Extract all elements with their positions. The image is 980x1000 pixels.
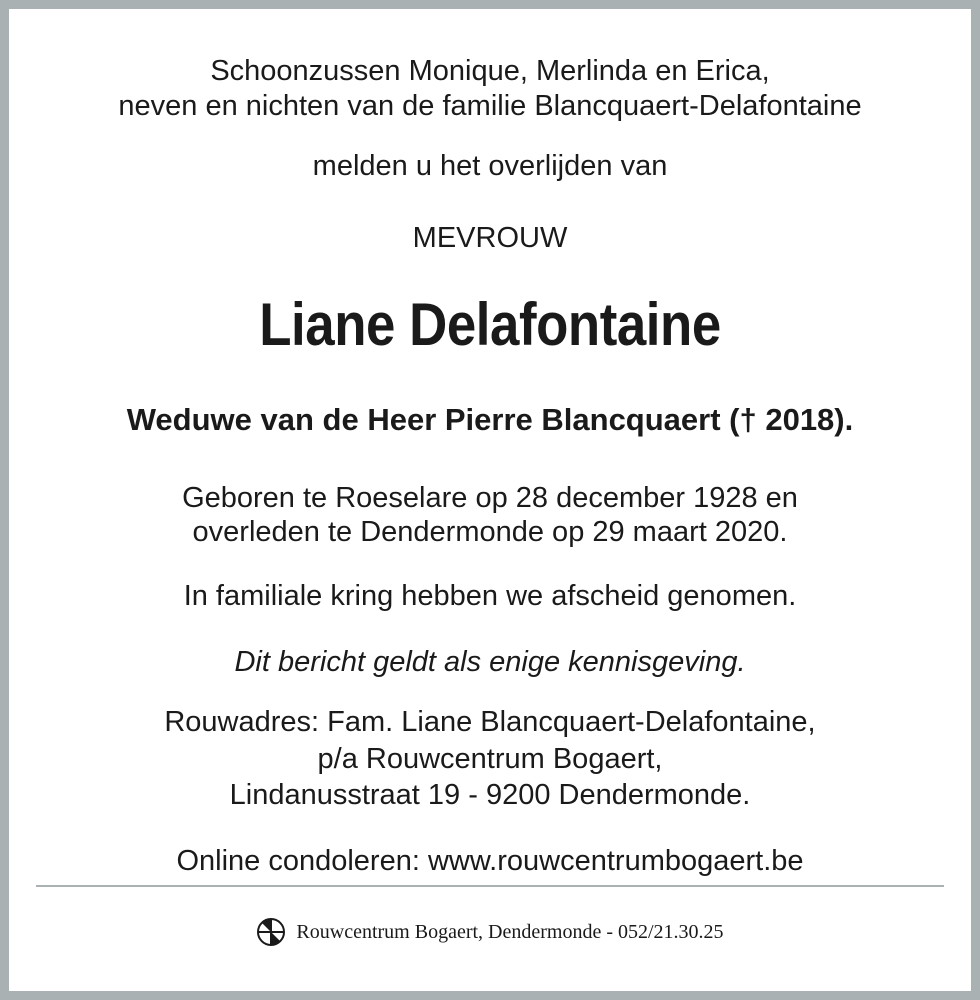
footer-text: Rouwcentrum Bogaert, Dendermonde - 052/21.30.25 bbox=[296, 920, 724, 943]
address-line-1: Rouwadres: Fam. Liane Blancquaert-Delafontaine, bbox=[164, 706, 816, 738]
intro-line-2: neven en nichten van de familie Blancquaert-Delafontaine bbox=[118, 90, 862, 122]
funeral-home-logo-icon bbox=[256, 917, 286, 947]
address-line-2: p/a Rouwcentrum Bogaert, bbox=[317, 743, 663, 775]
footer-divider bbox=[36, 885, 944, 887]
farewell-line: In familiale kring hebben we afscheid genomen. bbox=[183, 580, 797, 612]
footer bbox=[0, 912, 980, 952]
announce-line: melden u het overlijden van bbox=[312, 150, 668, 182]
intro-line-1: Schoonzussen Monique, Merlinda en Erica, bbox=[210, 55, 770, 87]
online-condolence-line: Online condoleren: www.rouwcentrumbogaert.be bbox=[176, 845, 804, 877]
notice-line: Dit bericht geldt als enige kennisgeving. bbox=[234, 646, 746, 678]
death-line: overleden te Dendermonde op 29 maart 2020. bbox=[192, 516, 788, 548]
deceased-name: Liane Delafontaine bbox=[259, 291, 721, 358]
widow-line: Weduwe van de Heer Pierre Blancquaert († 2018). bbox=[126, 402, 854, 437]
salutation: MEVROUW bbox=[412, 222, 568, 254]
birth-line: Geboren te Roeselare op 28 december 1928 en bbox=[182, 482, 798, 514]
address-line-3: Lindanusstraat 19 - 9200 Dendermonde. bbox=[229, 779, 751, 811]
